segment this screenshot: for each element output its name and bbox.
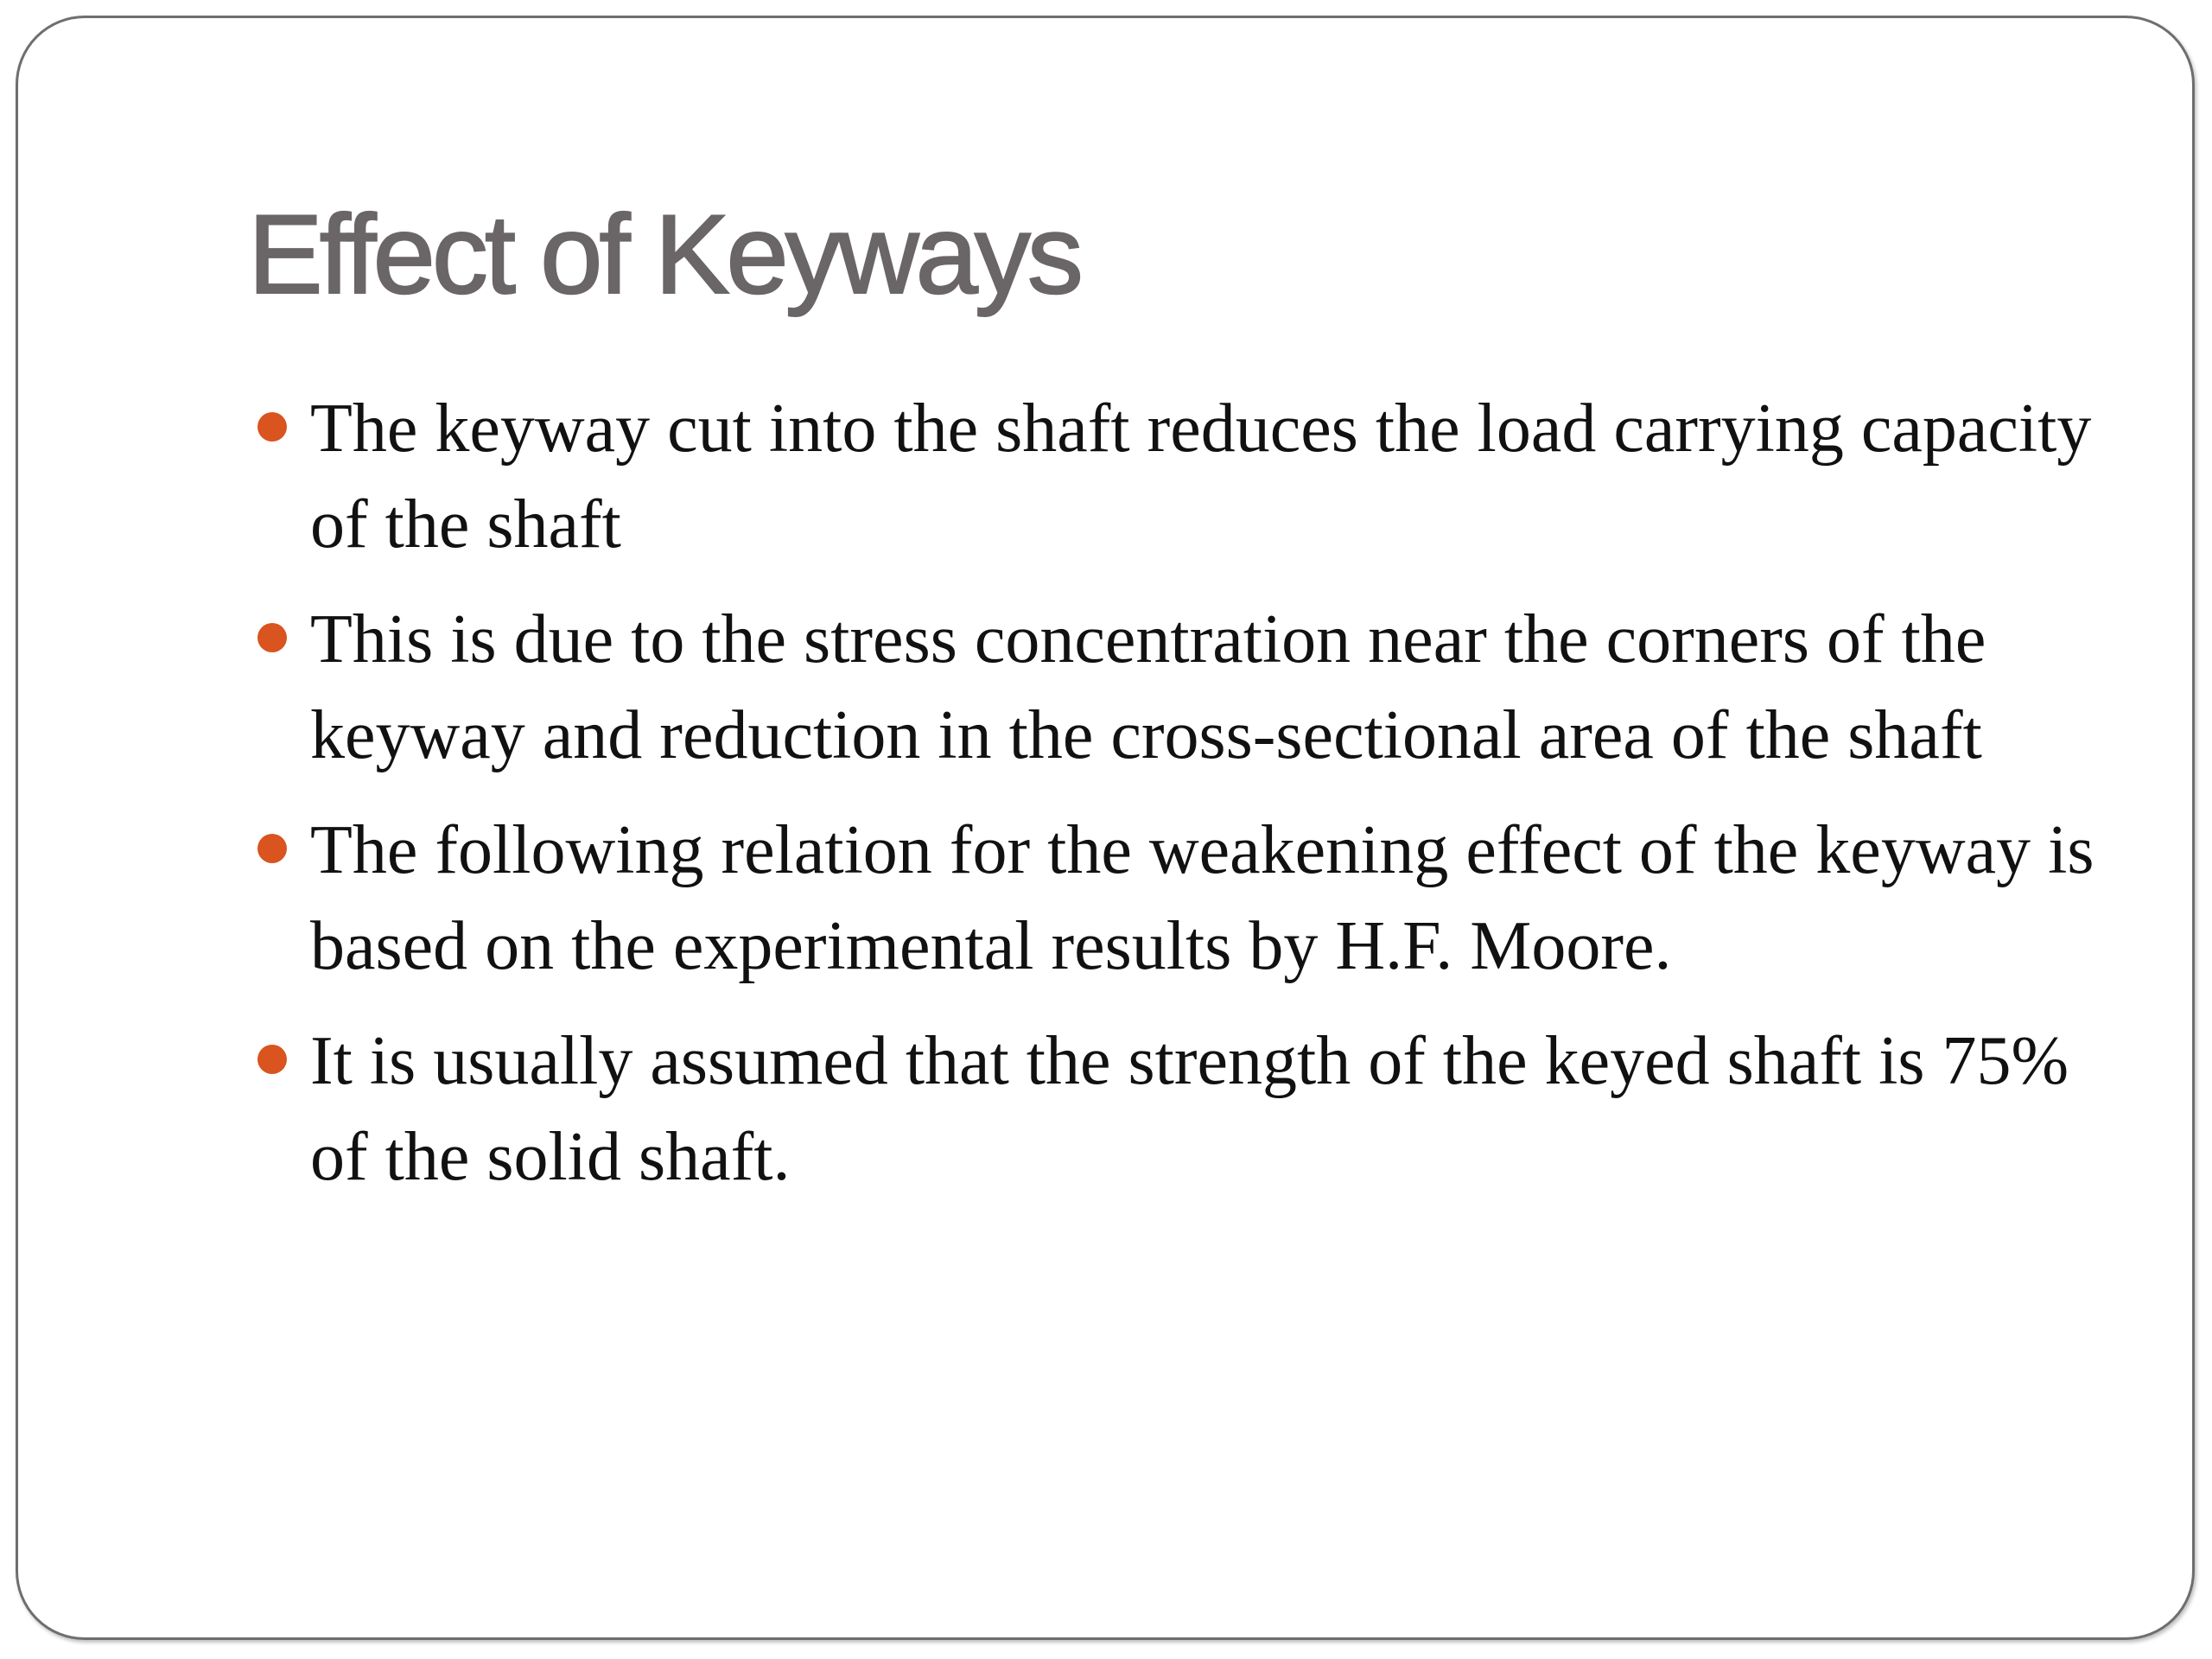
bullet-dot-icon: [257, 1045, 287, 1074]
bullet-list: [310, 381, 2125, 1224]
bullet-text: This is due to the stress concentration near the corners of the keyway and reduction in the cross-sectional area of the shaft: [310, 601, 1986, 773]
bullet-item: [310, 592, 2125, 784]
bullet-text: It is usually assumed that the strength of the keyed shaft is 75% of the solid shaft.: [310, 1023, 2069, 1195]
bullet-item: [310, 803, 2125, 995]
bullet-item: [310, 1014, 2125, 1205]
bullet-dot-icon: [257, 834, 287, 863]
slide-title: Effect of Keyways: [248, 191, 1080, 317]
bullet-dot-icon: [257, 623, 287, 652]
bullet-dot-icon: [257, 412, 287, 442]
slide-frame: [16, 16, 2195, 1640]
bullet-item: [310, 381, 2125, 573]
bullet-text: The keyway cut into the shaft reduces the load carrying capacity of the shaft: [310, 391, 2092, 563]
bullet-text: The following relation for the weakening effect of the keyway is based on the experimental results by H.F. Moore.: [310, 812, 2094, 984]
